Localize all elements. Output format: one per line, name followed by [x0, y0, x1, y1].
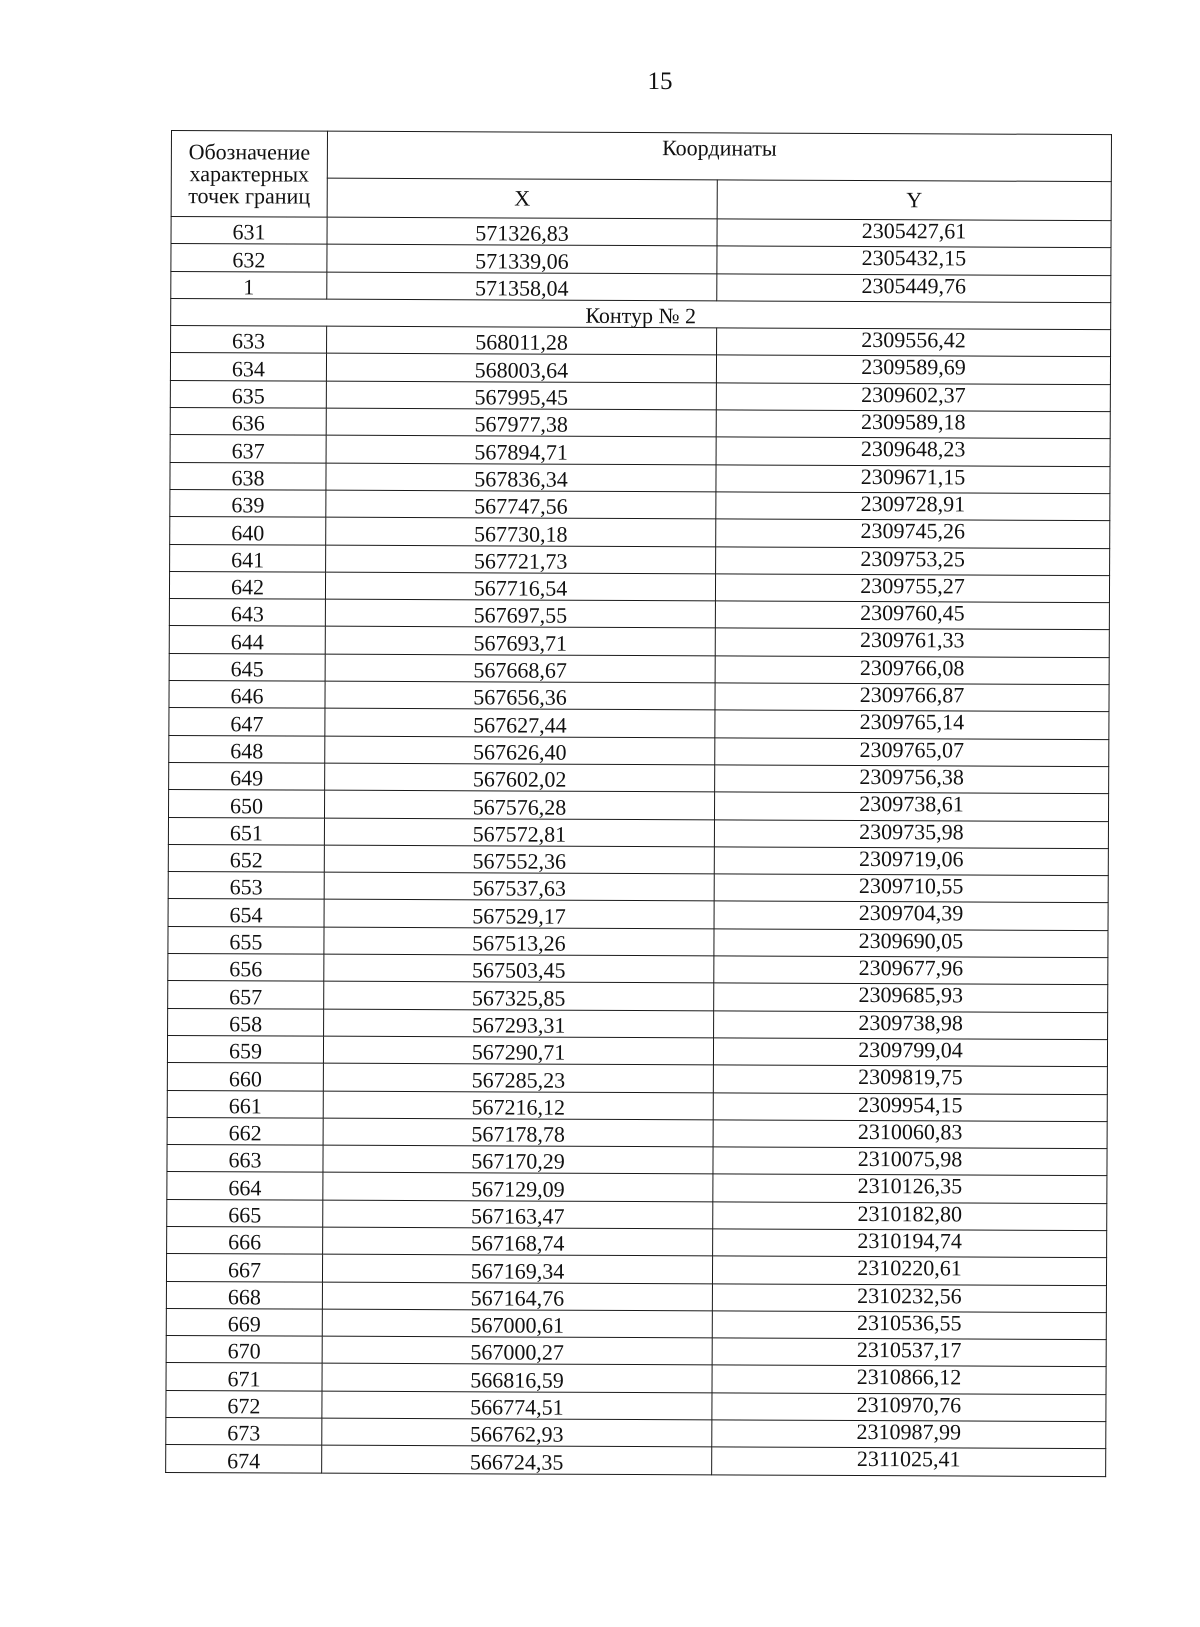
- x-cell: 566724,35: [322, 1446, 712, 1475]
- table-row: [171, 244, 1111, 275]
- x-cell: 567000,61: [322, 1309, 712, 1338]
- y-cell: 2309799,04: [713, 1038, 1107, 1067]
- point-cell: 638: [170, 462, 326, 490]
- y-cell: 2309671,15: [716, 465, 1110, 494]
- page-number: 15: [647, 68, 673, 95]
- y-cell: 2305449,76: [717, 273, 1111, 302]
- table-row: [168, 954, 1108, 985]
- header-y: Y: [717, 180, 1111, 221]
- y-cell: 2309690,05: [714, 929, 1108, 958]
- point-cell: 662: [167, 1117, 323, 1145]
- y-cell: 2309556,42: [717, 328, 1111, 357]
- point-cell: 644: [169, 626, 325, 654]
- table-row: [170, 489, 1110, 520]
- point-cell: 672: [166, 1390, 322, 1418]
- y-cell: 2309765,07: [715, 738, 1109, 767]
- x-cell: 567163,47: [323, 1200, 713, 1229]
- point-cell: 648: [169, 735, 325, 763]
- table-row: [169, 681, 1109, 712]
- y-cell: 2309753,25: [716, 546, 1110, 575]
- x-cell: 567552,36: [324, 845, 714, 874]
- table-row: [166, 1418, 1106, 1449]
- x-cell: 567529,17: [324, 900, 714, 929]
- table-row: [170, 408, 1110, 439]
- point-cell: 664: [167, 1172, 323, 1200]
- table-row: [170, 380, 1110, 411]
- point-cell: 660: [167, 1063, 323, 1091]
- point-cell: 671: [166, 1363, 322, 1391]
- table-row: [168, 926, 1108, 957]
- point-cell: 668: [166, 1281, 322, 1309]
- x-cell: 566762,93: [322, 1418, 712, 1447]
- table-row: [169, 626, 1109, 657]
- y-cell: 2309685,93: [714, 983, 1108, 1012]
- coordinates-table: [165, 130, 1112, 1477]
- point-cell: 655: [168, 926, 324, 954]
- x-cell: 567576,28: [325, 790, 715, 819]
- y-cell: 2309602,37: [716, 383, 1110, 412]
- x-cell: 567627,44: [325, 709, 715, 738]
- table-row: [167, 1199, 1107, 1230]
- y-cell: 2309677,96: [714, 956, 1108, 985]
- point-cell: 650: [169, 790, 325, 818]
- x-cell: 567572,81: [324, 818, 714, 847]
- x-cell: 567537,63: [324, 872, 714, 901]
- point-cell: 666: [167, 1226, 323, 1254]
- table-row: [167, 1035, 1107, 1066]
- table-row: [169, 571, 1109, 602]
- point-cell: 651: [168, 817, 324, 845]
- y-cell: 2309738,98: [714, 1010, 1108, 1039]
- y-cell: 2309766,08: [715, 656, 1109, 685]
- table-row: [171, 271, 1111, 302]
- x-cell: 567513,26: [324, 927, 714, 956]
- y-cell: 2309738,61: [714, 792, 1108, 821]
- x-cell: 567894,71: [326, 436, 716, 465]
- point-cell: 632: [171, 244, 327, 272]
- table-row: [169, 653, 1109, 684]
- table-row: [170, 435, 1110, 466]
- point-cell: 634: [170, 353, 326, 381]
- x-cell: 567721,73: [326, 545, 716, 574]
- x-cell: 567170,29: [323, 1145, 713, 1174]
- x-cell: 567668,67: [325, 654, 715, 683]
- table-row: [167, 1145, 1107, 1176]
- table-row: [167, 1117, 1107, 1148]
- table-row: [168, 1008, 1108, 1039]
- x-cell: 567747,56: [326, 490, 716, 519]
- y-cell: 2310987,99: [712, 1420, 1106, 1449]
- point-cell: 657: [168, 981, 324, 1009]
- x-cell: 568003,64: [326, 354, 716, 383]
- point-cell: 656: [168, 954, 324, 982]
- header-point-designation: Обозначение характерных точек границ: [171, 131, 327, 218]
- point-cell: 663: [167, 1145, 323, 1173]
- x-cell: 567716,54: [325, 572, 715, 601]
- point-cell: 653: [168, 872, 324, 900]
- x-cell: 571339,06: [327, 244, 717, 273]
- table-row: [170, 462, 1110, 493]
- x-cell: 567602,02: [325, 763, 715, 792]
- point-cell: 641: [170, 544, 326, 572]
- contour-section: [171, 298, 1111, 329]
- contour-heading-row: [171, 298, 1111, 329]
- table-row: [169, 762, 1109, 793]
- table-body-contour-2: [166, 326, 1111, 1477]
- x-cell: 567216,12: [323, 1091, 713, 1120]
- point-cell: 639: [170, 489, 326, 517]
- y-cell: 2309589,18: [716, 410, 1110, 439]
- table-row: [170, 353, 1110, 384]
- table-row: [169, 735, 1109, 766]
- y-cell: 2309704,39: [714, 901, 1108, 930]
- y-cell: 2309756,38: [715, 765, 1109, 794]
- y-cell: 2310182,80: [713, 1202, 1107, 1231]
- x-cell: 567503,45: [324, 954, 714, 983]
- table-row: [166, 1254, 1106, 1285]
- x-cell: 571358,04: [327, 272, 717, 301]
- x-cell: 566774,51: [322, 1391, 712, 1420]
- x-cell: 567178,78: [323, 1118, 713, 1147]
- x-cell: 571326,83: [327, 217, 717, 246]
- point-cell: 636: [170, 408, 326, 436]
- y-cell: 2309954,15: [713, 1092, 1107, 1121]
- y-cell: 2309648,23: [716, 437, 1110, 466]
- y-cell: 2310075,98: [713, 1147, 1107, 1176]
- table-row: [168, 981, 1108, 1012]
- x-cell: 567285,23: [323, 1063, 713, 1092]
- y-cell: 2310126,35: [713, 1174, 1107, 1203]
- point-cell: 658: [168, 1008, 324, 1036]
- point-cell: 667: [166, 1254, 322, 1282]
- point-cell: 659: [167, 1035, 323, 1063]
- y-cell: 2309819,75: [713, 1065, 1107, 1094]
- header-coordinates: Координаты: [327, 131, 1111, 181]
- table-row: [168, 872, 1108, 903]
- y-cell: 2309589,69: [716, 355, 1110, 384]
- x-cell: 567977,38: [326, 408, 716, 437]
- x-cell: 567325,85: [324, 981, 714, 1010]
- x-cell: 567168,74: [323, 1227, 713, 1256]
- y-cell: 2309761,33: [715, 628, 1109, 657]
- table-row: [169, 708, 1109, 739]
- x-cell: 567293,31: [324, 1009, 714, 1038]
- y-cell: 2310232,56: [712, 1283, 1106, 1312]
- point-cell: 646: [169, 681, 325, 709]
- x-cell: 567169,34: [322, 1254, 712, 1283]
- table-row: [166, 1281, 1106, 1312]
- table-row: [169, 599, 1109, 630]
- point-cell: 674: [166, 1445, 322, 1473]
- table-row: [166, 1363, 1106, 1394]
- x-cell: 567656,36: [325, 681, 715, 710]
- table-row: [166, 1308, 1106, 1339]
- table-body-top: [171, 217, 1111, 303]
- table-row: [167, 1172, 1107, 1203]
- contour-label: Контур № 2: [171, 298, 1111, 329]
- table-row: [169, 790, 1109, 821]
- point-cell: 661: [167, 1090, 323, 1118]
- table-row: [166, 1445, 1106, 1476]
- point-cell: 643: [169, 599, 325, 627]
- x-cell: 567290,71: [323, 1036, 713, 1065]
- x-cell: 567626,40: [325, 736, 715, 765]
- y-cell: 2310220,61: [712, 1256, 1106, 1285]
- y-cell: 2305427,61: [717, 219, 1111, 248]
- table-row: [171, 326, 1111, 357]
- x-cell: 567730,18: [326, 517, 716, 546]
- point-cell: 673: [166, 1418, 322, 1446]
- table-row: [166, 1390, 1106, 1421]
- y-cell: 2309719,06: [714, 847, 1108, 876]
- y-cell: 2310970,76: [712, 1393, 1106, 1422]
- table-row: [167, 1063, 1107, 1094]
- point-cell: 649: [169, 762, 325, 790]
- table-row: [166, 1336, 1106, 1367]
- point-cell: 635: [170, 380, 326, 408]
- y-cell: 2310537,17: [712, 1338, 1106, 1367]
- y-cell: 2311025,41: [712, 1447, 1106, 1476]
- y-cell: 2309745,26: [716, 519, 1110, 548]
- x-cell: 567693,71: [325, 627, 715, 656]
- x-cell: 567697,55: [325, 599, 715, 628]
- point-cell: 642: [169, 571, 325, 599]
- table-row: [168, 817, 1108, 848]
- x-cell: 567995,45: [326, 381, 716, 410]
- point-cell: 652: [168, 844, 324, 872]
- table-row: [170, 517, 1110, 548]
- table-row: [168, 899, 1108, 930]
- point-cell: 640: [170, 517, 326, 545]
- y-cell: 2309728,91: [716, 492, 1110, 521]
- table-row: [167, 1226, 1107, 1257]
- table-row: [170, 544, 1110, 575]
- point-cell: 654: [168, 899, 324, 927]
- header-x: X: [327, 178, 717, 219]
- y-cell: 2309755,27: [715, 574, 1109, 603]
- y-cell: 2309766,87: [715, 683, 1109, 712]
- x-cell: 567000,27: [322, 1336, 712, 1365]
- x-cell: 567129,09: [323, 1173, 713, 1202]
- point-cell: 669: [166, 1308, 322, 1336]
- point-cell: 647: [169, 708, 325, 736]
- y-cell: 2310866,12: [712, 1365, 1106, 1394]
- point-cell: 665: [167, 1199, 323, 1227]
- x-cell: 566816,59: [322, 1364, 712, 1393]
- y-cell: 2309710,55: [714, 874, 1108, 903]
- y-cell: 2309735,98: [714, 819, 1108, 848]
- y-cell: 2310536,55: [712, 1311, 1106, 1340]
- table-row: [168, 844, 1108, 875]
- y-cell: 2309765,14: [715, 710, 1109, 739]
- point-cell: 633: [171, 326, 327, 354]
- y-cell: 2310060,83: [713, 1120, 1107, 1149]
- point-cell: 631: [171, 217, 327, 245]
- x-cell: 567836,34: [326, 463, 716, 492]
- y-cell: 2309760,45: [715, 601, 1109, 630]
- point-cell: 637: [170, 435, 326, 463]
- y-cell: 2310194,74: [713, 1229, 1107, 1258]
- y-cell: 2305432,15: [717, 246, 1111, 275]
- x-cell: 567164,76: [322, 1282, 712, 1311]
- table-row: [167, 1090, 1107, 1121]
- point-cell: 645: [169, 653, 325, 681]
- point-cell: 1: [171, 271, 327, 299]
- table-row: [171, 217, 1111, 248]
- x-cell: 568011,28: [327, 326, 717, 355]
- point-cell: 670: [166, 1336, 322, 1364]
